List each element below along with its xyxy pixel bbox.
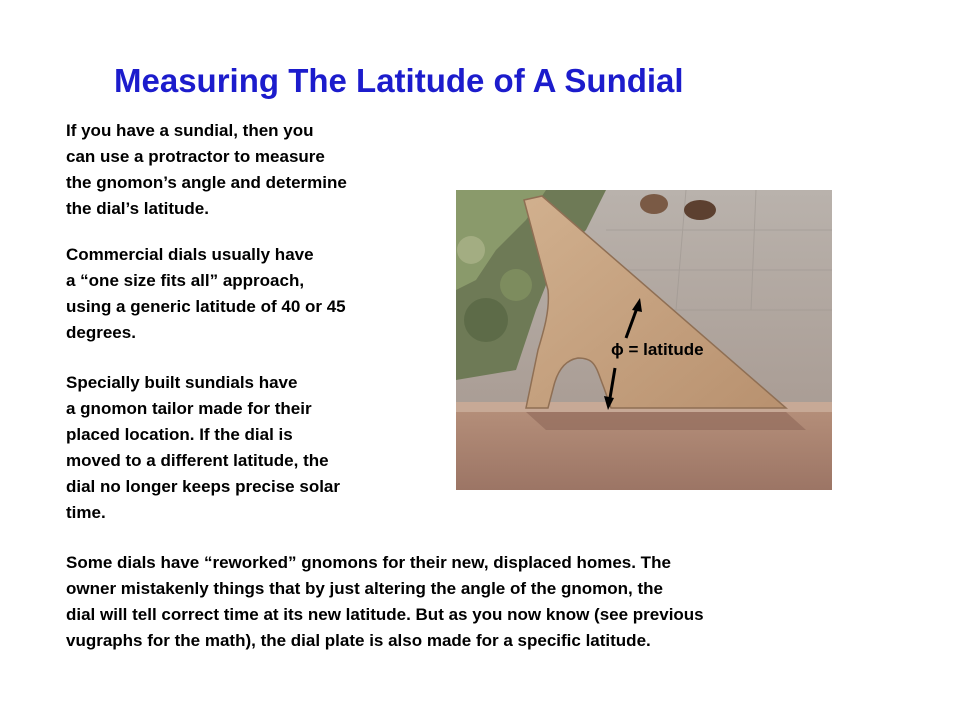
text-line: dial will tell correct time at its new latitude. But as you now know (see previous: [66, 605, 704, 624]
commercial-dials-paragraph: [66, 242, 346, 346]
text-line: placed location. If the dial is: [66, 425, 293, 444]
text-line: the gnomon’s angle and determine: [66, 173, 347, 192]
special-dials-paragraph: [66, 370, 340, 526]
text-line: dial no longer keeps precise solar: [66, 477, 340, 496]
text-line: a “one size fits all” approach,: [66, 271, 305, 290]
text-line: can use a protractor to measure: [66, 147, 325, 166]
text-line: using a generic latitude of 40 or 45: [66, 297, 346, 316]
text-line: Specially built sundials have: [66, 373, 298, 392]
text-line: degrees.: [66, 323, 136, 342]
text-line: Commercial dials usually have: [66, 245, 314, 264]
text-line: vugraphs for the math), the dial plate is also made for a specific latitude.: [66, 631, 651, 650]
reworked-gnomons-paragraph: [66, 550, 704, 654]
text-line: moved to a different latitude, the: [66, 451, 329, 470]
text-line: owner mistakenly things that by just altering the angle of the gnomon, the: [66, 579, 663, 598]
latitude-label: ϕ = latitude: [611, 340, 704, 359]
slide-title: Measuring The Latitude of A Sundial: [114, 62, 684, 99]
text-line: a gnomon tailor made for their: [66, 399, 312, 418]
intro-paragraph: [66, 118, 347, 222]
text-line: If you have a sundial, then you: [66, 121, 314, 140]
text-line: Some dials have “reworked” gnomons for their new, displaced homes. The: [66, 553, 671, 572]
text-line: the dial’s latitude.: [66, 199, 209, 218]
text-line: time.: [66, 503, 106, 522]
